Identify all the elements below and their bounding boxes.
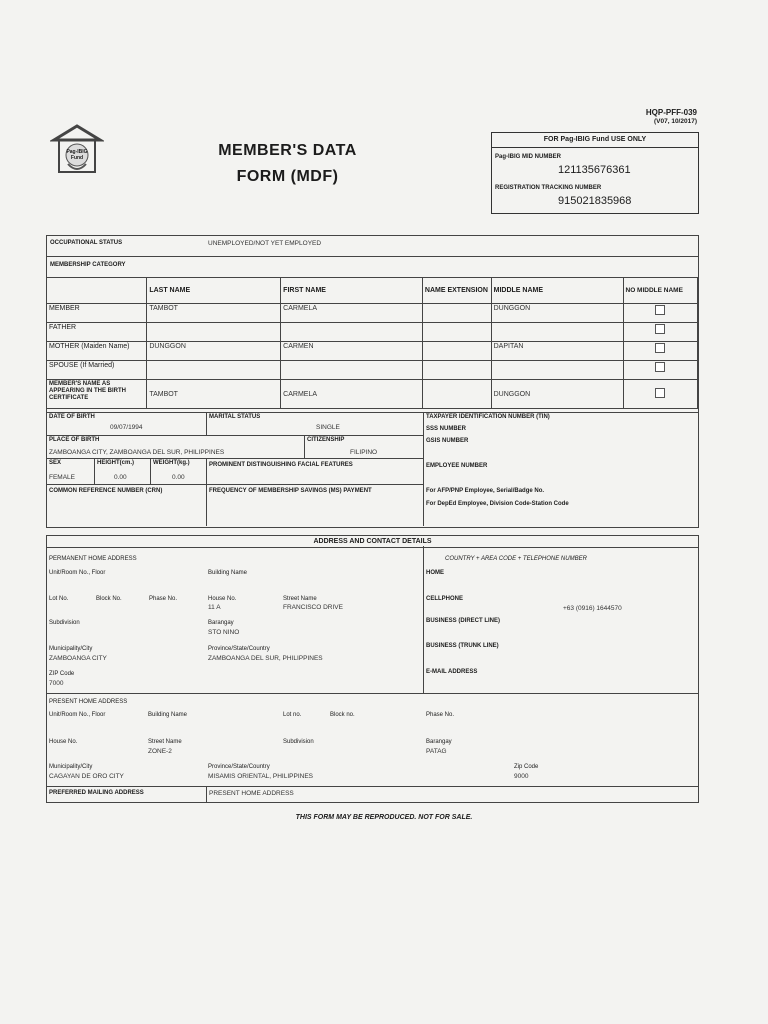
- no-middle-name-checkbox[interactable]: [655, 343, 665, 353]
- spouse-middle-name[interactable]: [491, 361, 623, 380]
- crn-label: COMMON REFERENCE NUMBER (CRN): [49, 488, 163, 494]
- present-building-label: Building Name: [148, 712, 188, 718]
- divider: [46, 435, 423, 436]
- table-row: [47, 304, 698, 323]
- birth-cert-name-extension[interactable]: [422, 380, 491, 409]
- house-value[interactable]: 11 A: [208, 604, 221, 611]
- agency-box-heading: FOR Pag-IBIG Fund USE ONLY: [492, 133, 698, 148]
- father-last-name[interactable]: [147, 323, 281, 342]
- form-title-line2: FORM (MDF): [236, 168, 339, 185]
- present-address-title: PRESENT HOME ADDRESS: [49, 699, 128, 705]
- present-municipality-label: Municipality/City: [49, 764, 93, 770]
- table-row: [47, 323, 698, 342]
- member-middle-name[interactable]: DUNGGON: [491, 304, 623, 323]
- sex-value[interactable]: FEMALE: [49, 474, 76, 481]
- row-label: MEMBER: [47, 304, 147, 323]
- divider: [46, 458, 423, 459]
- present-zip-label: Zip Code: [514, 764, 539, 770]
- present-barangay-label: Barangay: [426, 739, 452, 745]
- barangay-value[interactable]: STO NINO: [208, 629, 240, 636]
- lot-label: Lot No.: [49, 596, 69, 602]
- cellphone-label: CELLPHONE: [426, 596, 464, 602]
- no-middle-name-header: NO MIDDLE NAME: [623, 278, 698, 304]
- citizenship-value[interactable]: FILIPINO: [350, 449, 378, 456]
- rtn-label: REGISTRATION TRACKING NUMBER: [495, 185, 602, 191]
- business-direct-label: BUSINESS (DIRECT LINE): [426, 618, 501, 624]
- weight-label: WEIGHT(kg.): [153, 460, 190, 466]
- mailing-address-label: PREFERRED MAILING ADDRESS: [49, 790, 144, 796]
- business-trunk-label: BUSINESS (TRUNK LINE): [426, 643, 499, 649]
- province-label: Province/State/Country: [208, 646, 270, 652]
- divider: [46, 412, 698, 413]
- mailing-address-value[interactable]: PRESENT HOME ADDRESS: [209, 790, 294, 797]
- marital-status-value[interactable]: SINGLE: [316, 424, 340, 431]
- no-middle-name-checkbox[interactable]: [655, 388, 665, 398]
- municipality-label: Municipality/City: [49, 646, 93, 652]
- sex-label: SEX: [49, 460, 62, 466]
- table-row: [47, 380, 698, 409]
- phase-label: Phase No.: [149, 596, 178, 602]
- present-lot-label: Lot no.: [283, 712, 302, 718]
- present-subdivision-label: Subdivision: [283, 739, 314, 745]
- mother-name-extension[interactable]: [422, 342, 491, 361]
- member-name-extension[interactable]: [422, 304, 491, 323]
- mother-first-name[interactable]: CARMEN: [281, 342, 423, 361]
- dob-label: DATE OF BIRTH: [49, 414, 95, 420]
- divider: [46, 484, 423, 485]
- pagibig-logo: [50, 124, 104, 176]
- name-table-corner: [47, 278, 147, 304]
- zip-value[interactable]: 7000: [49, 680, 64, 687]
- building-label: Building Name: [208, 570, 248, 576]
- agency-use-box: [491, 132, 699, 214]
- birth-cert-last-name[interactable]: TAMBOT: [147, 380, 281, 409]
- no-middle-name-cell: [623, 323, 698, 342]
- rtn-value: 915021835968: [558, 195, 632, 207]
- zip-label: ZIP Code: [49, 671, 75, 677]
- deped-label: For DepEd Employee, Division Code-Station Code: [426, 501, 569, 507]
- present-municipality-value[interactable]: CAGAYAN DE ORO CITY: [49, 773, 124, 780]
- divider: [206, 458, 207, 526]
- home-phone-label: HOME: [426, 570, 444, 576]
- no-middle-name-cell: [623, 380, 698, 409]
- divider: [423, 412, 424, 526]
- spouse-name-extension[interactable]: [422, 361, 491, 380]
- occupational-status-value: UNEMPLOYED/NOT YET EMPLOYED: [208, 240, 322, 247]
- divider: [304, 435, 305, 458]
- divider: [46, 693, 698, 694]
- present-province-value[interactable]: MISAMIS ORIENTAL, PHILIPPINES: [208, 773, 313, 780]
- form-title-line1: MEMBER'S DATA: [218, 142, 357, 159]
- place-of-birth-label: PLACE OF BIRTH: [49, 437, 100, 443]
- present-phase-label: Phase No.: [426, 712, 455, 718]
- email-label: E-MAIL ADDRESS: [426, 669, 478, 675]
- divider: [94, 458, 95, 484]
- street-label: Street Name: [283, 596, 317, 602]
- present-house-label: House No.: [49, 739, 78, 745]
- height-value[interactable]: 0.00: [114, 474, 127, 481]
- marital-status-label: MARITAL STATUS: [209, 414, 261, 420]
- first-name-header: FIRST NAME: [281, 278, 423, 304]
- mother-last-name[interactable]: DUNGGON: [147, 342, 281, 361]
- no-middle-name-checkbox[interactable]: [655, 324, 665, 334]
- last-name-header: LAST NAME: [147, 278, 281, 304]
- row-label: MEMBER'S NAME AS APPEARING IN THE BIRTH CERTIFICATE: [47, 380, 147, 409]
- footer-note: THIS FORM MAY BE REPRODUCED. NOT FOR SALE.: [295, 814, 473, 821]
- employee-number-label: EMPLOYEE NUMBER: [426, 463, 488, 469]
- form-version: (V07, 10/2017): [653, 118, 697, 125]
- phone-format-heading: COUNTRY + AREA CODE + TELEPHONE NUMBER: [445, 556, 587, 562]
- form-code: HQP-PFF-039: [645, 108, 697, 117]
- cellphone-value[interactable]: +63 (0916) 1644570: [563, 605, 622, 612]
- present-unit-label: Unit/Room No., Floor: [49, 712, 106, 718]
- province-value[interactable]: ZAMBOANGA DEL SUR, PHILIPPINES: [208, 655, 323, 662]
- municipality-value[interactable]: ZAMBOANGA CITY: [49, 655, 107, 662]
- present-barangay-value[interactable]: PATAG: [426, 748, 447, 755]
- divider: [46, 786, 698, 787]
- house-label: House No.: [208, 596, 237, 602]
- sss-label: SSS NUMBER: [426, 426, 467, 432]
- barangay-label: Barangay: [208, 620, 234, 626]
- table-row: [47, 361, 698, 380]
- logo-text: Pag-IBIG Fund: [66, 149, 88, 161]
- present-block-label: Block no.: [330, 712, 355, 718]
- street-value[interactable]: FRANCISCO DRIVE: [283, 604, 343, 611]
- address-section-title: ADDRESS AND CONTACT DETAILS: [46, 535, 699, 548]
- row-label: FATHER: [47, 323, 147, 342]
- member-last-name[interactable]: TAMBOT: [147, 304, 281, 323]
- weight-value[interactable]: 0.00: [172, 474, 185, 481]
- no-middle-name-cell: [623, 342, 698, 361]
- facial-features-label: PROMINENT DISTINGUISHING FACIAL FEATURES: [209, 462, 353, 468]
- father-middle-name[interactable]: [491, 323, 623, 342]
- no-middle-name-checkbox[interactable]: [655, 305, 665, 315]
- block-label: Block No.: [96, 596, 122, 602]
- divider: [206, 786, 207, 802]
- spouse-first-name[interactable]: [281, 361, 423, 380]
- place-of-birth-value[interactable]: ZAMBOANGA CITY, ZAMBOANGA DEL SUR, PHILIPPINES: [49, 449, 225, 456]
- height-label: HEIGHT(cm.): [97, 460, 135, 466]
- divider: [46, 256, 698, 257]
- present-street-value[interactable]: ZONE-2: [148, 748, 172, 755]
- tin-label: TAXPAYER IDENTIFICATION NUMBER (TIN): [426, 414, 550, 420]
- no-middle-name-cell: [623, 304, 698, 323]
- citizenship-label: CITIZENSHIP: [307, 437, 345, 443]
- gsis-label: GSIS NUMBER: [426, 438, 469, 444]
- afp-pnp-label: For AFP/PNP Employee, Serial/Badge No.: [426, 488, 545, 494]
- birth-cert-first-name[interactable]: CARMELA: [281, 380, 423, 409]
- dob-value[interactable]: 09/07/1994: [110, 424, 143, 431]
- divider: [423, 546, 424, 693]
- no-middle-name-cell: [623, 361, 698, 380]
- mother-middle-name[interactable]: DAPITAN: [491, 342, 623, 361]
- member-first-name[interactable]: CARMELA: [281, 304, 423, 323]
- birth-cert-middle-name[interactable]: DUNGGON: [491, 380, 623, 409]
- occupational-status-label: OCCUPATIONAL STATUS: [50, 240, 123, 246]
- father-name-extension[interactable]: [422, 323, 491, 342]
- present-street-label: Street Name: [148, 739, 182, 745]
- present-province-label: Province/State/Country: [208, 764, 270, 770]
- unit-label: Unit/Room No., Floor: [49, 570, 106, 576]
- mid-number-label: Pag-IBIG MID NUMBER: [495, 154, 561, 160]
- row-label: SPOUSE (If Married): [47, 361, 147, 380]
- divider: [206, 412, 207, 435]
- father-first-name[interactable]: [281, 323, 423, 342]
- table-row: [47, 342, 698, 361]
- membership-category-label: MEMBERSHIP CATEGORY: [50, 262, 126, 268]
- name-table: [46, 277, 698, 409]
- ms-frequency-label: FREQUENCY OF MEMBERSHIP SAVINGS (MS) PAYMENT: [209, 488, 372, 494]
- present-zip-value[interactable]: 9000: [514, 773, 529, 780]
- no-middle-name-checkbox[interactable]: [655, 362, 665, 372]
- row-label: MOTHER (Maiden Name): [47, 342, 147, 361]
- name-extension-header: NAME EXTENSION: [422, 278, 491, 304]
- subdivision-label: Subdivision: [49, 620, 80, 626]
- spouse-last-name[interactable]: [147, 361, 281, 380]
- mid-number-value: 121135676361: [558, 164, 631, 176]
- address-block: [46, 546, 699, 803]
- permanent-address-title: PERMANENT HOME ADDRESS: [49, 556, 137, 562]
- divider: [150, 458, 151, 484]
- middle-name-header: MIDDLE NAME: [491, 278, 623, 304]
